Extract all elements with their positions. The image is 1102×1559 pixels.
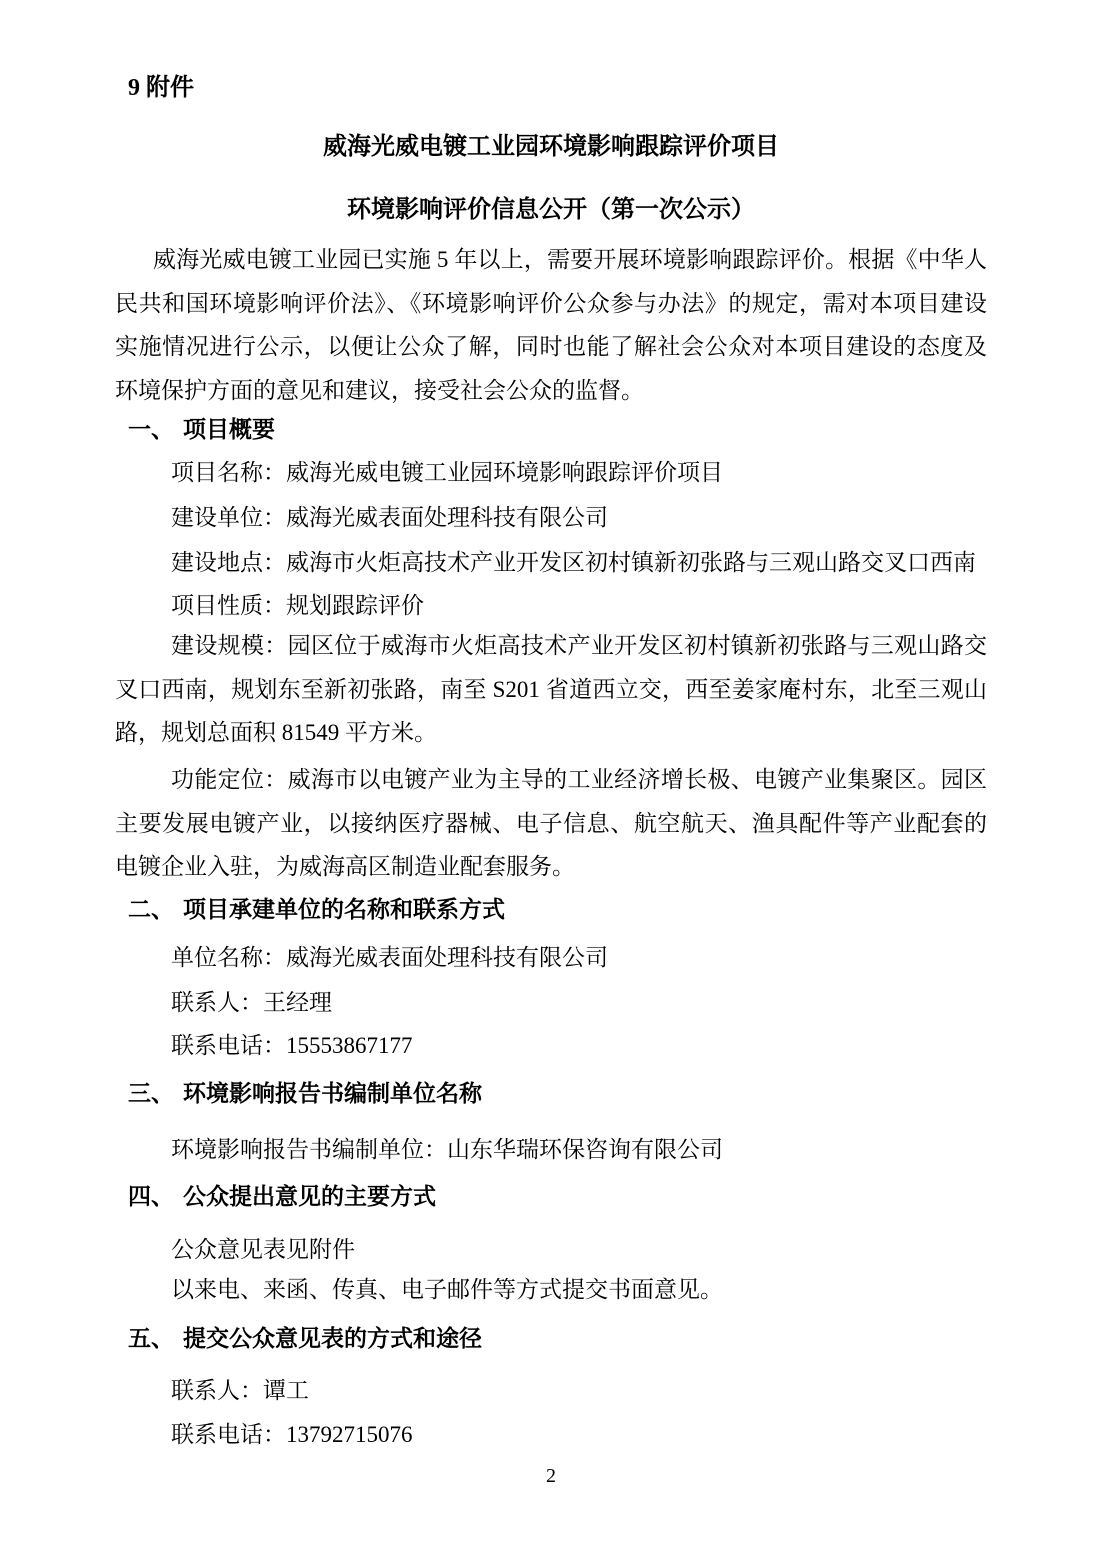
opinion-form-line: 公众意见表见附件 xyxy=(171,1237,355,1262)
section-3-number: 三、 xyxy=(128,1081,174,1106)
contact-person-line-2: 联系人：谭工 xyxy=(171,1378,309,1403)
contact-person-line: 联系人：王经理 xyxy=(171,990,332,1015)
function-position-paragraph: 功能定位：威海市以电镀产业为主导的工业经济增长极、电镀产业集聚区。园区主要发展电镀产业，以接纳医疗器械、电子信息、航空航天、渔具配件等产业配套的电镀企业入驻，为威海高区制造业配套服务。 xyxy=(115,767,987,879)
construction-unit-line: 建设单位：威海光威表面处理科技有限公司 xyxy=(171,505,608,530)
section-heading-2 xyxy=(128,892,988,928)
report-compiler-line: 环境影响报告书编制单位：山东华瑞环保咨询有限公司 xyxy=(171,1137,723,1162)
section-heading-5 xyxy=(128,1321,988,1357)
section-heading-1 xyxy=(128,412,988,448)
section-2-number: 二、 xyxy=(128,897,174,922)
attachment-heading: 9 附件 xyxy=(128,75,194,101)
section-heading-4 xyxy=(128,1179,988,1215)
section-5-title: 提交公众意见表的方式和途径 xyxy=(183,1326,482,1351)
section-5-number: 五、 xyxy=(128,1326,174,1351)
construction-scale-paragraph: 建设规模：园区位于威海市火炬高技术产业开发区初村镇新初张路与三观山路交叉口西南，规划东至新初张路，南至 S201 省道西立交，西至姜家庵村东，北至三观山路，规划总面积 81549 平方米。 xyxy=(115,633,987,745)
intro-paragraph: 威海光威电镀工业园已实施 5 年以上，需要开展环境影响跟踪评价。根据《中华人民共和国环境影响评价法》、《环境影响评价公众参与办法》的规定，需对本项目建设实施情况进行公示，以便让公众了解，同时也能了解社会公众对本项目建设的态度及环境保护方面的意见和建议，接受社会公众的监督。 xyxy=(115,247,987,403)
contact-phone-line: 联系电话：15553867177 xyxy=(171,1033,413,1058)
project-name-line: 项目名称：威海光威电镀工业园环境影响跟踪评价项目 xyxy=(171,460,723,485)
contact-phone-line-2: 联系电话：13792715076 xyxy=(171,1422,413,1447)
document-subtitle: 环境影响评价信息公开（第一次公示） xyxy=(347,197,755,223)
section-4-title: 公众提出意见的主要方式 xyxy=(183,1184,436,1209)
submission-methods-line: 以来电、来函、传真、电子邮件等方式提交书面意见。 xyxy=(171,1277,723,1302)
construction-site-line: 建设地点：威海市火炬高技术产业开发区初村镇新初张路与三观山路交叉口西南 xyxy=(171,550,976,575)
unit-name-line: 单位名称：威海光威表面处理科技有限公司 xyxy=(171,945,608,970)
section-1-number: 一、 xyxy=(128,417,174,442)
section-2-title: 项目承建单位的名称和联系方式 xyxy=(183,897,505,922)
section-heading-3 xyxy=(128,1076,988,1112)
project-nature-line: 项目性质：规划跟踪评价 xyxy=(171,593,424,618)
section-4-number: 四、 xyxy=(128,1184,174,1209)
document-title: 威海光威电镀工业园环境影响跟踪评价项目 xyxy=(323,134,779,160)
section-1-title: 项目概要 xyxy=(183,417,275,442)
page-number: 2 xyxy=(546,1465,556,1487)
section-3-title: 环境影响报告书编制单位名称 xyxy=(183,1081,482,1106)
